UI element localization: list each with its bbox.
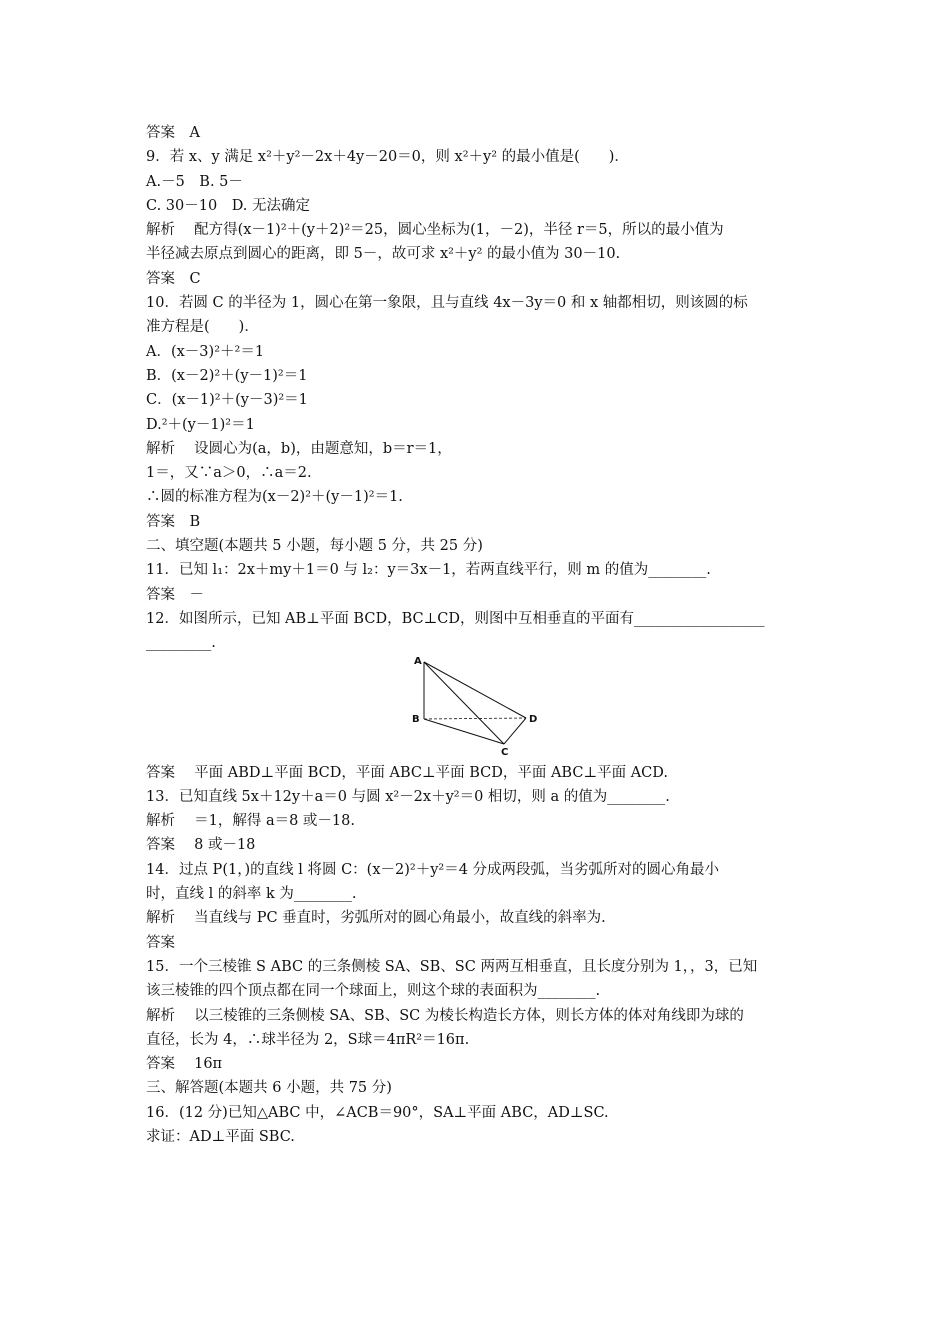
text-line: 直径，长为 4，∴球半径为 2，S球＝4πR²＝16π. <box>146 1031 470 1048</box>
text-line: 1＝，又∵a＞0，∴a＝2. <box>146 465 312 482</box>
text-line: C. 30－10 D. 无法确定 <box>146 197 311 214</box>
text-line: ∴圆的标准方程为(x－2)²＋(y－1)²＝1. <box>146 489 403 506</box>
text-line: 14．过点 P(1，)的直线 l 将圆 C：(x－2)²＋y²＝4 分成两段弧，当劣弧所对的圆心角最小 <box>146 861 720 878</box>
text-line: 9．若 x、y 满足 x²＋y²－2x＋4y－20＝0，则 x²＋y² 的最小值是( )． <box>146 149 629 166</box>
vertex-label-a: A <box>414 655 422 667</box>
text-line: 答案 － <box>146 586 204 603</box>
edge-bd-hidden <box>424 718 526 719</box>
text-line: 时，直线 l 的斜率 k 为________. <box>146 886 357 903</box>
text-line: 解析 当直线与 PC 垂直时，劣弧所对的圆心角最小，故直线的斜率为. <box>146 910 606 927</box>
edge-ad <box>424 662 526 718</box>
text-line: 答案 <box>146 934 175 951</box>
text-line: 15．一个三棱锥 S ABC 的三条侧棱 SA、SB、SC 两两互相垂直，且长度分别为 1，，3，已知 <box>146 958 758 975</box>
document-page <box>146 121 816 1149</box>
text-block-before-figure <box>146 121 816 656</box>
text-line: 答案 C <box>146 270 201 287</box>
text-line: 答案 平面 ABD⊥平面 BCD，平面 ABC⊥平面 BCD，平面 ABC⊥平面 ACD. <box>146 764 668 781</box>
text-line: 12．如图所示，已知 AB⊥平面 BCD，BC⊥CD，则图中互相垂直的平面有__________________ <box>146 610 765 627</box>
text-line: 16．(12 分)已知△ABC 中，∠ACB＝90°，SA⊥平面 ABC，AD⊥SC. <box>146 1104 609 1121</box>
text-line: 答案 B <box>146 513 201 530</box>
text-line: 三、解答题(本题共 6 小题，共 75 分) <box>146 1080 392 1097</box>
text-line: 13．已知直线 5x＋12y＋a＝0 与圆 x²－2x＋y²＝0 相切，则 a 的值为________. <box>146 788 670 805</box>
text-block-after-figure <box>146 761 816 1150</box>
text-line: D.²＋(y－1)²＝1 <box>146 416 255 433</box>
text-line: 10．若圆 C 的半径为 1，圆心在第一象限，且与直线 4x－3y＝0 和 x 轴都相切，则该圆的标 <box>146 295 748 312</box>
text-line: A．(x－3)²＋²＝1 <box>146 343 265 360</box>
geometry-figure <box>146 656 816 761</box>
text-line: 解析 ＝1，解得 a＝8 或－18. <box>146 813 355 830</box>
text-line: 半径减去原点到圆心的距离，即 5－，故可求 x²＋y² 的最小值为 30－10. <box>146 246 621 263</box>
vertex-label-d: D <box>529 713 538 725</box>
text-line: 该三棱锥的四个顶点都在同一个球面上，则这个球的表面积为________. <box>146 983 601 1000</box>
vertex-label-b: B <box>412 713 420 725</box>
text-line: A.－5 B. 5－ <box>146 173 243 190</box>
text-line: 解析 设圆心为(a，b)，由题意知，b＝r＝1， <box>146 440 452 457</box>
text-line: 11．已知 l₁：2x＋my＋1＝0 与 l₂：y＝3x－1，若两直线平行，则 m 的值为________. <box>146 562 711 579</box>
text-line: 二、填空题(本题共 5 小题，每小题 5 分，共 25 分) <box>146 538 483 555</box>
vertex-label-c: C <box>501 746 509 756</box>
text-line: _________. <box>146 635 216 652</box>
tetrahedron-diagram <box>408 656 548 756</box>
text-line: 准方程是( )． <box>146 319 259 336</box>
text-line: 求证：AD⊥平面 SBC. <box>146 1128 295 1145</box>
text-line: C．(x－1)²＋(y－3)²＝1 <box>146 392 308 409</box>
text-line: 答案 A <box>146 125 200 141</box>
text-line: 解析 以三棱锥的三条侧棱 SA、SB、SC 为棱长构造长方体，则长方体的体对角线即为球的 <box>146 1007 744 1024</box>
text-line: 答案 16π <box>146 1056 223 1073</box>
text-line: B．(x－2)²＋(y－1)²＝1 <box>146 367 308 384</box>
edge-cd <box>504 718 526 744</box>
text-line: 答案 8 或－18 <box>146 837 256 854</box>
text-line: 解析 配方得(x－1)²＋(y＋2)²＝25，圆心坐标为(1，－2)，半径 r＝5，所以的最小值为 <box>146 222 724 239</box>
